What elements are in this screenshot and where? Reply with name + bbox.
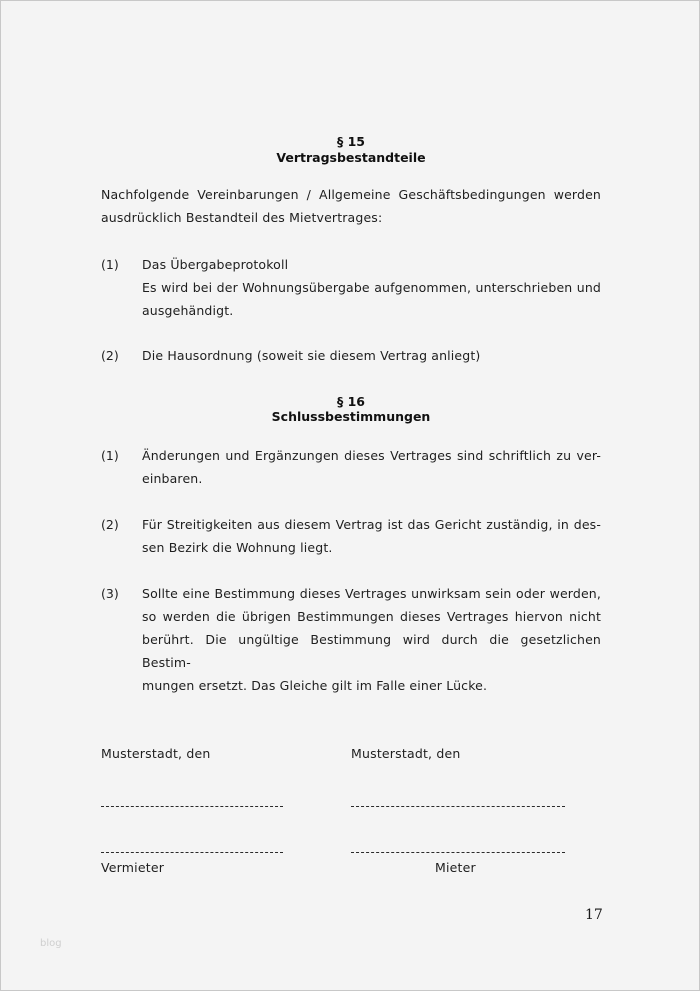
section-15-intro	[101, 183, 601, 229]
section-16-number: § 16	[337, 394, 365, 409]
landlord-label: Vermieter	[101, 860, 165, 875]
section-15-item-2	[142, 344, 601, 367]
item-line: ausgehändigt.	[142, 303, 234, 318]
intro-line: ausdrücklich Bestandteil des Mietvertrages:	[101, 210, 383, 225]
item-line: einbaren.	[142, 471, 203, 486]
item-line: Die Hausordnung (soweit sie diesem Vertrag anliegt)	[142, 348, 481, 363]
item-number: (1)	[101, 448, 119, 463]
tenant-date-line	[351, 806, 565, 807]
intro-line: Nachfolgende Vereinbarungen / Allgemeine Geschäftsbedingungen werden	[101, 187, 601, 202]
item-line: sen Bezirk die Wohnung liegt.	[142, 540, 333, 555]
section-15-title: Vertragsbestandteile	[276, 150, 426, 165]
item-number: (2)	[101, 517, 119, 532]
landlord-date-line	[101, 806, 283, 807]
section-16-item-1	[142, 444, 601, 490]
section-15-number: § 15	[337, 134, 365, 149]
tenant-label: Mieter	[435, 860, 476, 875]
section-16-item-3	[142, 582, 601, 697]
section-15-item-1	[142, 253, 601, 322]
item-line: berührt. Die ungültige Bestimmung wird durch die gesetzlichen Bestim-	[142, 632, 601, 670]
item-number: (2)	[101, 348, 119, 363]
tenant-signature-line	[351, 852, 565, 853]
section-16-item-2	[142, 513, 601, 559]
landlord-place-date: Musterstadt, den	[101, 746, 211, 761]
page-number: 17	[585, 907, 603, 923]
section-16-title: Schlussbestimmungen	[271, 409, 431, 424]
tenant-place-date: Musterstadt, den	[351, 746, 461, 761]
item-line: mungen ersetzt. Das Gleiche gilt im Falle einer Lücke.	[142, 678, 488, 693]
item-line: Für Streitigkeiten aus diesem Vertrag ist das Gericht zuständig, in des-	[142, 517, 601, 532]
landlord-signature-line	[101, 852, 283, 853]
item-number: (3)	[101, 586, 119, 601]
item-line: so werden die übrigen Bestimmungen dieses Vertrages hiervon nicht	[142, 609, 601, 624]
item-line: Das Übergabeprotokoll	[142, 257, 289, 272]
watermark: blog	[40, 938, 62, 949]
item-line: Änderungen und Ergänzungen dieses Vertrages sind schriftlich zu ver-	[142, 448, 601, 463]
item-number: (1)	[101, 257, 119, 272]
item-line: Sollte eine Bestimmung dieses Vertrages unwirksam sein oder werden,	[142, 586, 601, 601]
item-line: Es wird bei der Wohnungsübergabe aufgenommen, unterschrieben und	[142, 280, 601, 295]
